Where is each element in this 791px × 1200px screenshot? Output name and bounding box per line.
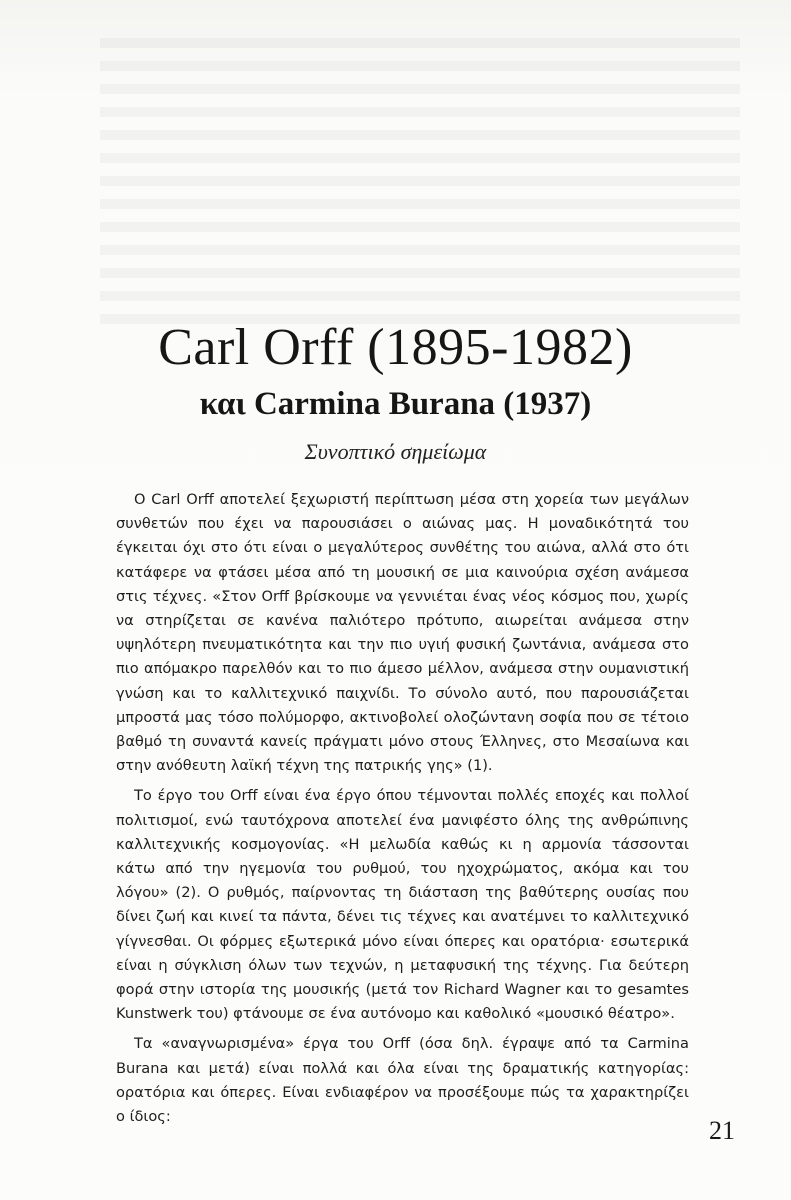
paragraph-3: Τα «αναγνωρισμένα» έργα του Orff (όσα δηλ. έγραψε από τα Carmina Burana και μετά) είναι πολλά και όλα είναι της δραματικής κατηγορίας: ορατόρια και όπερες. Είναι ενδιαφέρον να προσέξουμε πώς τα χαρακτηρίζει ο ίδιος:: [116, 1035, 689, 1126]
paragraph-2: Το έργο του Orff είναι ένα έργο όπου τέμνονται πολλές εποχές και πολλοί πολιτισμοί, ενώ ταυτόχρονα αποτελεί ένα μανιφέστο όλης της ανθρώπινης καλλιτεχνικής κοσμογονίας. «Η μελωδία καθώς κι η αρμονία τάσσονται κάτω από την ηγεμονία του ρυθμού, του ηχοχρώματος, ακόμα και του λόγου» (2). Ο ρυθμός, παίρνοντας τη διάσταση της βαθύτερης ουσίας που δίνει ζωή και κινεί τα πάντα, δένει τις τέχνες και ανατέμνει το καλλιτεχνικό γίγνεσθαι. Οι φόρμες εξωτερικά μόνο είναι όπερες και ορατόρια· εσωτερικά είναι η σύγκλιση όλων των τεχνών, η μεταφυσική της τέχνης. Για δεύτερη φορά στην ιστορία της μουσικής (μετά τον Richard Wagner και το gesamtes Kunstwerk του) φτάνουμε σε ένα αυτόνομο και καθολικό «μουσικό θέατρο».: [116, 787, 689, 1023]
article-body: [116, 488, 689, 1135]
article-title: Carl Orff (1895-1982): [158, 319, 633, 376]
article-subtitle: και Carmina Burana (1937): [199, 386, 592, 422]
bleed-through-texture: [100, 38, 740, 328]
article-note: Συνοπτικό σημείωμα: [304, 439, 487, 464]
page-number: 21: [709, 1116, 735, 1145]
paragraph-1: Ο Carl Orff αποτελεί ξεχωριστή περίπτωση μέσα στη χορεία των μεγάλων συνθετών που έχει να παρουσιάσει ο αιώνας μας. Η μοναδικότητά του έγκειται όχι στο ότι είναι ο μεγαλύτερος συνθέτης του αιώνα, αλλά στο ότι κατάφερε να φτάσει μέσα από τη μουσική σε μια καινούρια σχέση ανάμεσα στις τέχνες. «Στον Orff βρίσκουμε να γεννιέται ένας νέος κόσμος που, χωρίς να στηρίζεται σε κανένα παλιότερο πρότυπο, αιωρείται ανάμεσα στην υψηλότερη πνευματικότητα και την πιο υγιή φυσική ζωντάνια, ανάμεσα στο πιο απόμακρο παρελθόν και το πιο άμεσο μέλλον, ανάμεσα στην ουμανιστική γνώση και το καλλιτεχνικό παιχνίδι. Το σύνολο αυτό, που παρουσιάζεται μπροστά μας τόσο πολύμορφο, ακτινοβολεί ολοζώντανη σοφία που σε τέτοιο βαθμό τη συναντά κανείς πράγματι μόνο στους Έλληνες, στο Μεσαίωνα και στην ανόθευτη λαϊκή τέχνη της πατρικής γης» (1).: [116, 491, 689, 775]
article-heading: [0, 318, 791, 466]
